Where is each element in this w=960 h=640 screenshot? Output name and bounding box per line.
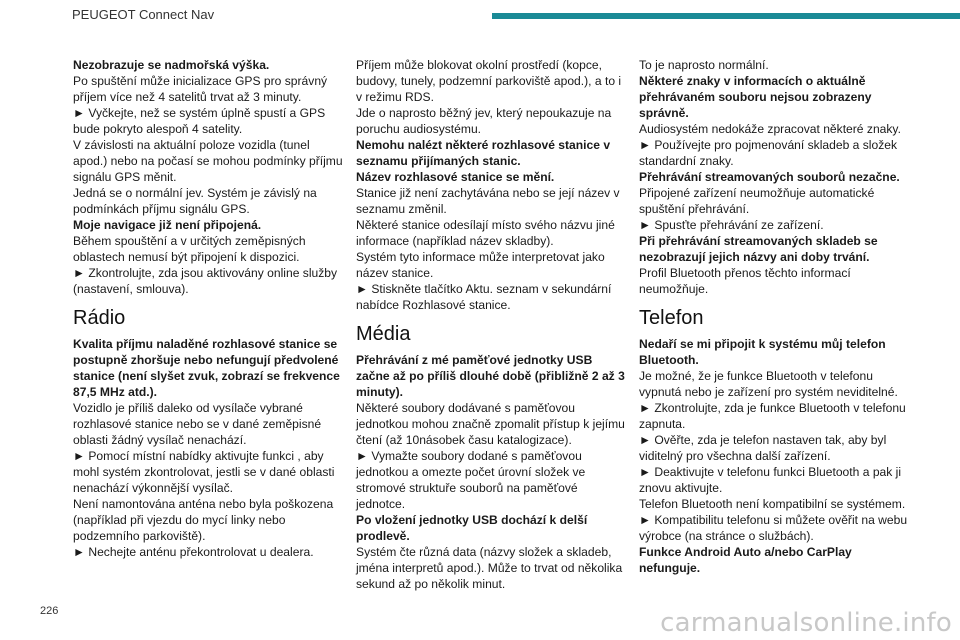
section-heading: Média — [356, 323, 411, 345]
paragraph: ► Vymažte soubory dodané s paměťovou jednotkou a omezte počet úrovní složek ve stromové struktuře souborů na paměťové jednotce. — [356, 449, 586, 511]
watermark: carmanualsonline.info — [660, 608, 952, 638]
problem-statement: Při přehrávání streamovaných skladeb se nezobrazují jejich názvy ani doby trvání. — [639, 234, 878, 264]
paragraph: Systém čte různá data (názvy složek a skladeb, jména interpretů apod.). Může to trvat od několika sekund až po několik minut. — [356, 545, 623, 591]
paragraph: ► Kompatibilitu telefonu si můžete ověřit na webu výrobce (na stránce o službách). — [639, 513, 908, 543]
problem-statement: Název rozhlasové stanice se mění. — [356, 170, 555, 184]
paragraph: Jde o naprosto běžný jev, který nepoukazuje na poruchu audiosystému. — [356, 106, 612, 136]
paragraph: Vozidlo je příliš daleko od vysílače vybrané rozhlasové stanice nebo se v dané zeměpisné oblasti žádný vysílač nenachází. — [73, 401, 322, 447]
paragraph: Je možné, že je funkce Bluetooth v telefonu vypnutá nebo je zařízení pro systém neviditelné. — [639, 369, 898, 399]
paragraph: ► Zkontrolujte, zda jsou aktivovány online služby (nastavení, smlouva). — [73, 266, 338, 296]
paragraph: Není namontována anténa nebo byla poškozena (například při vjezdu do mycí linky nebo podzemního parkoviště). — [73, 497, 334, 543]
text-column-3 — [639, 57, 911, 576]
text-column-2 — [356, 57, 628, 592]
problem-statement: Kvalita příjmu naladěné rozhlasové stanice se postupně zhoršuje nebo nefungují předvolené stanice (není slyšet zvuk, zobrazí se frekvence 87,5 MHz atd.). — [73, 337, 340, 399]
paragraph: ► Ověřte, zda je telefon nastaven tak, aby byl viditelný pro všechna další zařízení. — [639, 433, 887, 463]
text-column-1 — [73, 57, 345, 560]
paragraph: ► Spusťte přehrávání ze zařízení. — [639, 218, 824, 232]
paragraph: ► Deaktivujte v telefonu funkci Bluetooth a pak ji znovu aktivujte. — [639, 465, 902, 495]
problem-statement: Přehrávání streamovaných souborů nezačne. — [639, 170, 900, 184]
paragraph: Připojené zařízení neumožňuje automatické spuštění přehrávání. — [639, 186, 875, 216]
paragraph: Audiosystém nedokáže zpracovat některé znaky. — [639, 122, 901, 136]
header-accent-bar — [492, 13, 960, 19]
section-heading: Telefon — [639, 307, 704, 329]
problem-statement: Moje navigace již není připojená. — [73, 218, 262, 232]
paragraph: ► Zkontrolujte, zda je funkce Bluetooth v telefonu zapnuta. — [639, 401, 906, 431]
paragraph: Po spuštění může inicializace GPS pro správný příjem více než 4 satelitů trvat až 3 minuty. — [73, 74, 328, 104]
header-title: PEUGEOT Connect Nav — [72, 7, 215, 22]
problem-statement: Přehrávání z mé paměťové jednotky USB začne až po příliš dlouhé době (přibližně 2 až 3 minuty). — [356, 353, 625, 399]
problem-statement: Nedaří se mi připojit k systému můj telefon Bluetooth. — [639, 337, 886, 367]
paragraph: Systém tyto informace může interpretovat jako název stanice. — [356, 250, 605, 280]
paragraph: ► Nechejte anténu překontrolovat u dealera. — [73, 545, 314, 559]
paragraph: Příjem může blokovat okolní prostředí (kopce, budovy, tunely, podzemní parkoviště apod.), a to i v režimu RDS. — [356, 58, 622, 104]
paragraph: Stanice již není zachytávána nebo se její název v seznamu změnil. — [356, 186, 620, 216]
page-number: 226 — [40, 605, 59, 617]
problem-statement: Některé znaky v informacích o aktuálně přehrávaném souboru nejsou zobrazeny správně. — [639, 74, 872, 120]
paragraph: ► Používejte pro pojmenování skladeb a složek standardní znaky. — [639, 138, 898, 168]
paragraph: Během spouštění a v určitých zeměpisných oblastech nemusí být připojení k dispozici. — [73, 234, 306, 264]
paragraph: ► Vyčkejte, než se systém úplně spustí a GPS bude pokryto alespoň 4 satelity. — [73, 106, 326, 136]
paragraph: To je naprosto normální. — [639, 58, 769, 72]
paragraph: Některé soubory dodávané s paměťovou jednotkou mohou značně zpomalit přístup k jejímu čtení (až 10násobek času katalogizace). — [356, 401, 625, 447]
section-heading: Rádio — [73, 307, 126, 329]
paragraph: Některé stanice odesílají místo svého názvu jiné informace (například název skladby). — [356, 218, 615, 248]
paragraph: Profil Bluetooth přenos těchto informací neumožňuje. — [639, 266, 851, 296]
problem-statement: Nemohu nalézt některé rozhlasové stanice v seznamu přijímaných stanic. — [356, 138, 611, 168]
problem-statement: Po vložení jednotky USB dochází k delší prodlevě. — [356, 513, 588, 543]
paragraph: ► Stiskněte tlačítko Aktu. seznam v sekundární nabídce Rozhlasové stanice. — [356, 282, 612, 312]
paragraph: ► Pomocí místní nabídky aktivujte funkci , aby mohl systém zkontrolovat, jestli se v dané oblasti nenachází výkonnější vysílač. — [73, 449, 335, 495]
problem-statement: Nezobrazuje se nadmořská výška. — [73, 58, 270, 72]
paragraph: Jedná se o normální jev. Systém je závislý na podmínkách příjmu signálu GPS. — [73, 186, 317, 216]
problem-statement: Funkce Android Auto a/nebo CarPlay nefunguje. — [639, 545, 852, 575]
paragraph: Telefon Bluetooth není kompatibilní se systémem. — [639, 497, 906, 511]
paragraph: V závislosti na aktuální poloze vozidla (tunel apod.) nebo na počasí se mohou podmínky příjmu signálu GPS měnit. — [73, 138, 343, 184]
